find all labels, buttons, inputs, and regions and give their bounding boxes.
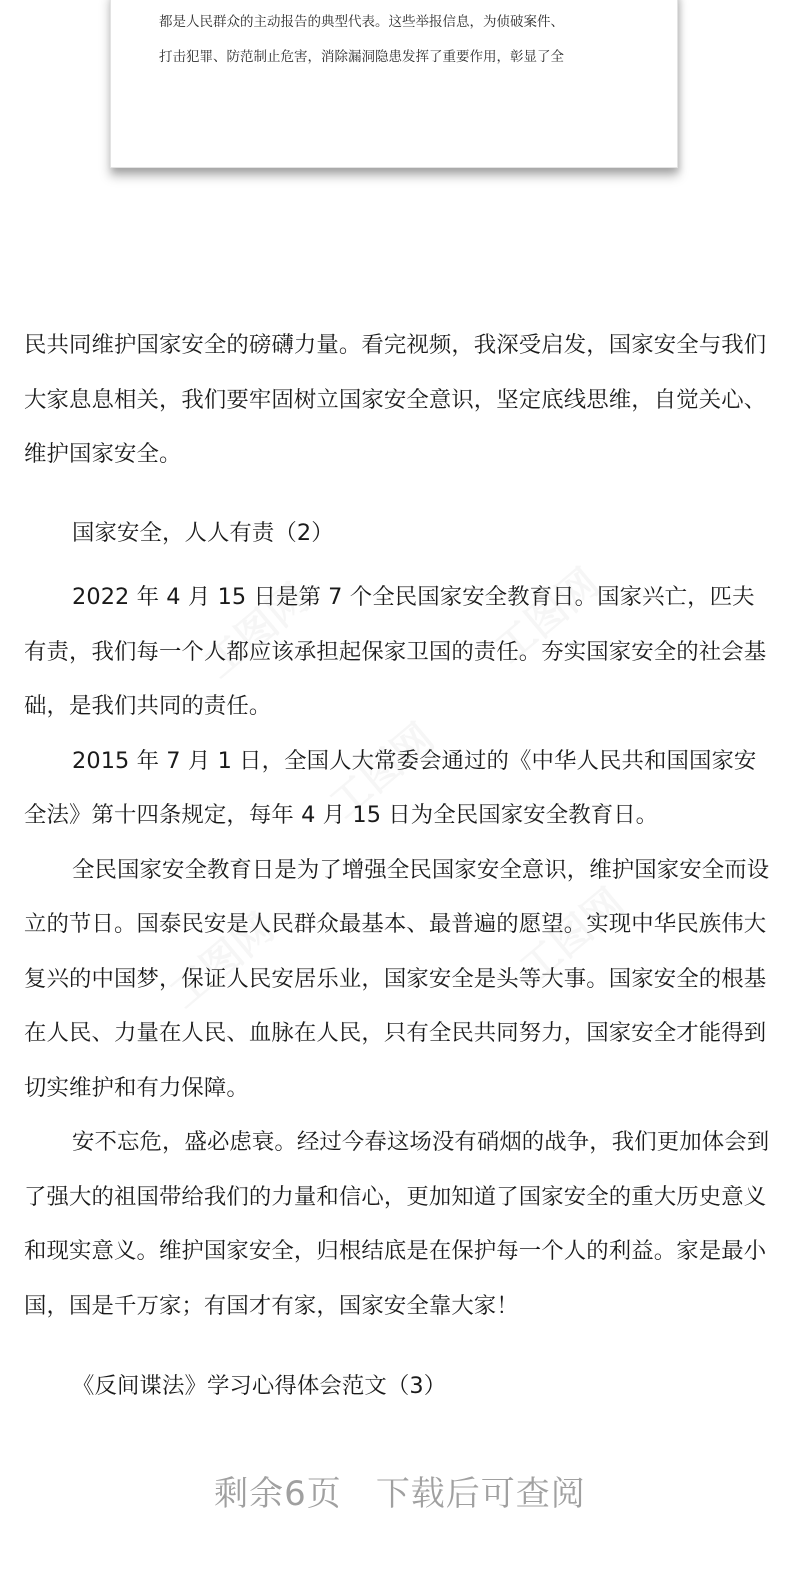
section-heading: 《反间谍法》学习心得体会范文（3）	[72, 1373, 447, 1399]
download-prompt[interactable]	[0, 1466, 800, 1515]
preview-text-line: 打击犯罪、防范制止危害，消除漏洞隐患发挥了重要作用，彰显了全	[159, 49, 564, 65]
document-body	[24, 318, 776, 1414]
paragraph: 安不忘危，盛必虑衰。经过今春这场没有硝烟的战争，我们更加体会到了强大的祖国带给我们的力量和信心，更加知道了国家安全的重大历史意义和现实意义。维护国家安全，归根结底是在保护每一个人的利益。家是最小国，国是千万家；有国才有家，国家安全靠大家！	[24, 1129, 770, 1319]
paragraph: 2015 年 7 月 1 日，全国人大常委会通过的《中华人民共和国国家安全法》第十四条规定，每年 4 月 15 日为全民国家安全教育日。	[24, 747, 757, 828]
paragraph: 全民国家安全教育日是为了增强全民国家安全意识，维护国家安全而设立的节日。国泰民安是人民群众最基本、最普遍的愿望。实现中华民族伟大复兴的中国梦，保证人民安居乐业，国家安全是头等大事。国家安全的根基在人民、力量在人民、血脉在人民，只有全民共同努力，国家安全才能得到切实维护和有力保障。	[24, 856, 770, 1101]
preview-text-line: 都是人民群众的主动报告的典型代表。这些举报信息，为侦破案件、	[159, 14, 564, 30]
section-heading: 国家安全，人人有责（2）	[72, 519, 334, 546]
download-to-view-label: 下载后可查阅	[375, 1474, 586, 1514]
paragraph: 2022 年 4 月 15 日是第 7 个全民国家安全教育日。国家兴亡，匹夫有责，我们每一个人都应该承担起保家卫国的责任。夯实国家安全的社会基础，是我们共同的责任。	[24, 584, 767, 719]
document-preview-card	[110, 0, 678, 168]
remaining-pages-label: 剩余6页	[214, 1474, 342, 1514]
paragraph: 民共同维护国家安全的磅礴力量。看完视频，我深受启发，国家安全与我们大家息息相关，我们要牢固树立国家安全意识，坚定底线思维，自觉关心、维护国家安全。	[24, 332, 767, 467]
